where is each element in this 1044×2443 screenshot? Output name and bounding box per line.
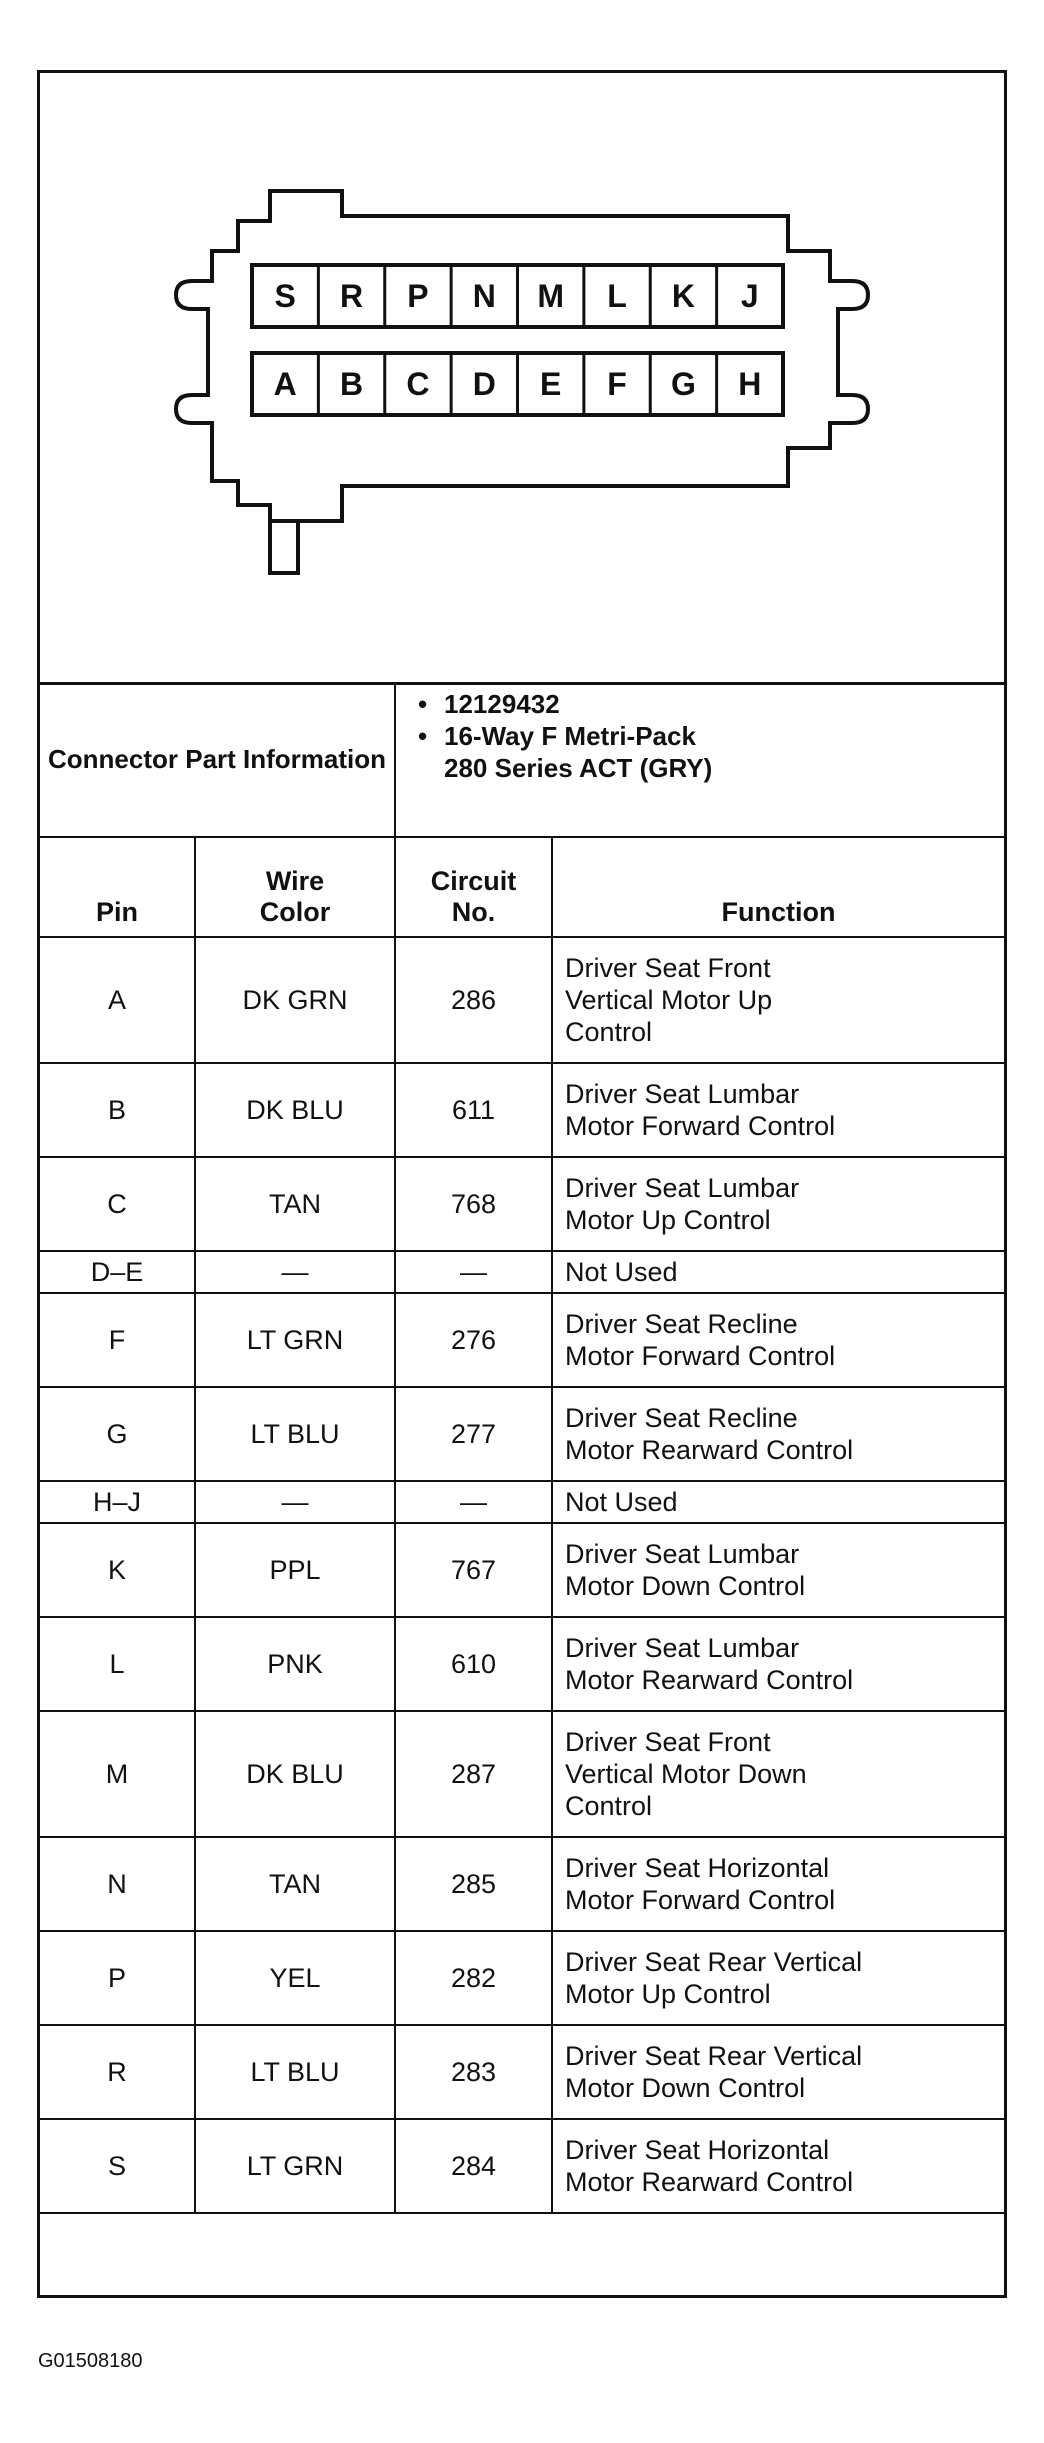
- circuit-no-cell: 767: [395, 1523, 552, 1617]
- pin-cell: R: [40, 2025, 195, 2119]
- wire-color-cell: LT GRN: [195, 1293, 395, 1387]
- circuit-no-cell: 286: [395, 937, 552, 1063]
- connector-sheet: [37, 70, 1007, 2298]
- circuit-no-cell: 283: [395, 2025, 552, 2119]
- wire-color-cell: LT BLU: [195, 1387, 395, 1481]
- function-cell: Driver Seat Lumbar Motor Forward Control: [552, 1063, 1004, 1157]
- pin-label-L: L: [607, 278, 627, 314]
- wire-color-cell: LT GRN: [195, 2119, 395, 2213]
- table-row: [40, 1837, 1004, 1931]
- pin-cell: D–E: [40, 1251, 195, 1293]
- wire-color-cell: PPL: [195, 1523, 395, 1617]
- wire-color-cell: DK BLU: [195, 1063, 395, 1157]
- wire-color-cell: LT BLU: [195, 2025, 395, 2119]
- table-row: [40, 1931, 1004, 2025]
- table-row: [40, 2119, 1004, 2213]
- function-cell: Driver Seat Recline Motor Rearward Control: [552, 1387, 1004, 1481]
- pin-label-S: S: [274, 278, 296, 314]
- pin-label-F: F: [607, 366, 627, 402]
- pin-label-K: K: [671, 278, 695, 314]
- circuit-no-cell: 610: [395, 1617, 552, 1711]
- wire-color-cell: —: [195, 1251, 395, 1293]
- circuit-no-cell: 768: [395, 1157, 552, 1251]
- wire-color-cell: PNK: [195, 1617, 395, 1711]
- function-cell: Driver Seat Horizontal Motor Forward Control: [552, 1837, 1004, 1931]
- pin-label-D: D: [472, 366, 496, 402]
- function-cell: Not Used: [552, 1481, 1004, 1523]
- circuit-no-cell: 611: [395, 1063, 552, 1157]
- function-cell: Driver Seat Horizontal Motor Rearward Control: [552, 2119, 1004, 2213]
- header-function: Function: [552, 837, 1004, 937]
- pin-cell: N: [40, 1837, 195, 1931]
- pin-cell: S: [40, 2119, 195, 2213]
- function-cell: Driver Seat Rear Vertical Motor Down Control: [552, 2025, 1004, 2119]
- wire-color-cell: —: [195, 1481, 395, 1523]
- table-row: [40, 1063, 1004, 1157]
- connector-key-tab: [270, 521, 298, 573]
- connector-face-drawing: [40, 73, 1004, 685]
- part-number: 12129432: [444, 689, 560, 719]
- pinout-rows: [40, 937, 1004, 2213]
- table-row: [40, 1481, 1004, 1523]
- circuit-no-cell: 276: [395, 1293, 552, 1387]
- pin-cell: G: [40, 1387, 195, 1481]
- header-wire-color: Wire Color: [195, 837, 395, 937]
- part-description: 16-Way F Metri-Pack: [444, 721, 696, 751]
- function-cell: Driver Seat Front Vertical Motor Up Control: [552, 937, 1004, 1063]
- table-row: [40, 1293, 1004, 1387]
- pin-label-E: E: [540, 366, 562, 402]
- circuit-no-cell: —: [395, 1481, 552, 1523]
- table-row: [40, 1711, 1004, 1837]
- pin-cell: P: [40, 1931, 195, 2025]
- circuit-no-cell: 277: [395, 1387, 552, 1481]
- wire-color-cell: DK BLU: [195, 1711, 395, 1837]
- function-cell: Driver Seat Lumbar Motor Down Control: [552, 1523, 1004, 1617]
- wire-color-cell: TAN: [195, 1837, 395, 1931]
- pin-cell: C: [40, 1157, 195, 1251]
- table-header-row: [40, 837, 1004, 937]
- function-cell: Not Used: [552, 1251, 1004, 1293]
- circuit-no-cell: 284: [395, 2119, 552, 2213]
- pin-label-A: A: [273, 366, 297, 402]
- pin-label-G: G: [670, 366, 696, 402]
- pin-cell: H–J: [40, 1481, 195, 1523]
- part-info-list: • 12129432 • 16-Way F Metri-Pack 280 Series ACT (GRY): [395, 682, 1004, 837]
- part-info-label: Connector Part Information: [40, 682, 395, 837]
- circuit-no-cell: 287: [395, 1711, 552, 1837]
- function-cell: Driver Seat Rear Vertical Motor Up Control: [552, 1931, 1004, 2025]
- wire-color-cell: TAN: [195, 1157, 395, 1251]
- wire-color-cell: YEL: [195, 1931, 395, 2025]
- connector-outline: [176, 191, 868, 521]
- pin-label-B: B: [340, 366, 364, 402]
- function-cell: Driver Seat Recline Motor Forward Control: [552, 1293, 1004, 1387]
- pin-label-P: P: [407, 278, 429, 314]
- table-row: [40, 1251, 1004, 1293]
- pin-cell: K: [40, 1523, 195, 1617]
- header-circuit-no: Circuit No.: [395, 837, 552, 937]
- pin-cell: A: [40, 937, 195, 1063]
- function-cell: Driver Seat Lumbar Motor Rearward Control: [552, 1617, 1004, 1711]
- pinout-table: [40, 682, 1004, 2214]
- connector-diagram: [40, 73, 1004, 685]
- circuit-no-cell: 285: [395, 1837, 552, 1931]
- table-row: [40, 1387, 1004, 1481]
- pin-label-M: M: [537, 278, 565, 314]
- function-cell: Driver Seat Front Vertical Motor Down Control: [552, 1711, 1004, 1837]
- pin-label-H: H: [738, 366, 762, 402]
- pin-cell: M: [40, 1711, 195, 1837]
- wire-color-cell: DK GRN: [195, 937, 395, 1063]
- table-row: [40, 1617, 1004, 1711]
- pin-cell: L: [40, 1617, 195, 1711]
- pin-label-C: C: [406, 366, 430, 402]
- circuit-no-cell: 282: [395, 1931, 552, 2025]
- circuit-no-cell: —: [395, 1251, 552, 1293]
- pin-label-R: R: [340, 278, 364, 314]
- figure-id: G01508180: [38, 2350, 143, 2372]
- pin-cell: F: [40, 1293, 195, 1387]
- table-row: [40, 937, 1004, 1063]
- function-cell: Driver Seat Lumbar Motor Up Control: [552, 1157, 1004, 1251]
- part-info-row: [40, 682, 1004, 837]
- table-row: [40, 2025, 1004, 2119]
- pin-rows: [252, 265, 783, 415]
- header-pin: Pin: [40, 837, 195, 937]
- part-series: 280 Series ACT (GRY): [444, 753, 713, 783]
- table-row: [40, 1523, 1004, 1617]
- pin-label-J: J: [740, 278, 759, 314]
- pin-label-N: N: [472, 278, 496, 314]
- pin-cell: B: [40, 1063, 195, 1157]
- table-row: [40, 1157, 1004, 1251]
